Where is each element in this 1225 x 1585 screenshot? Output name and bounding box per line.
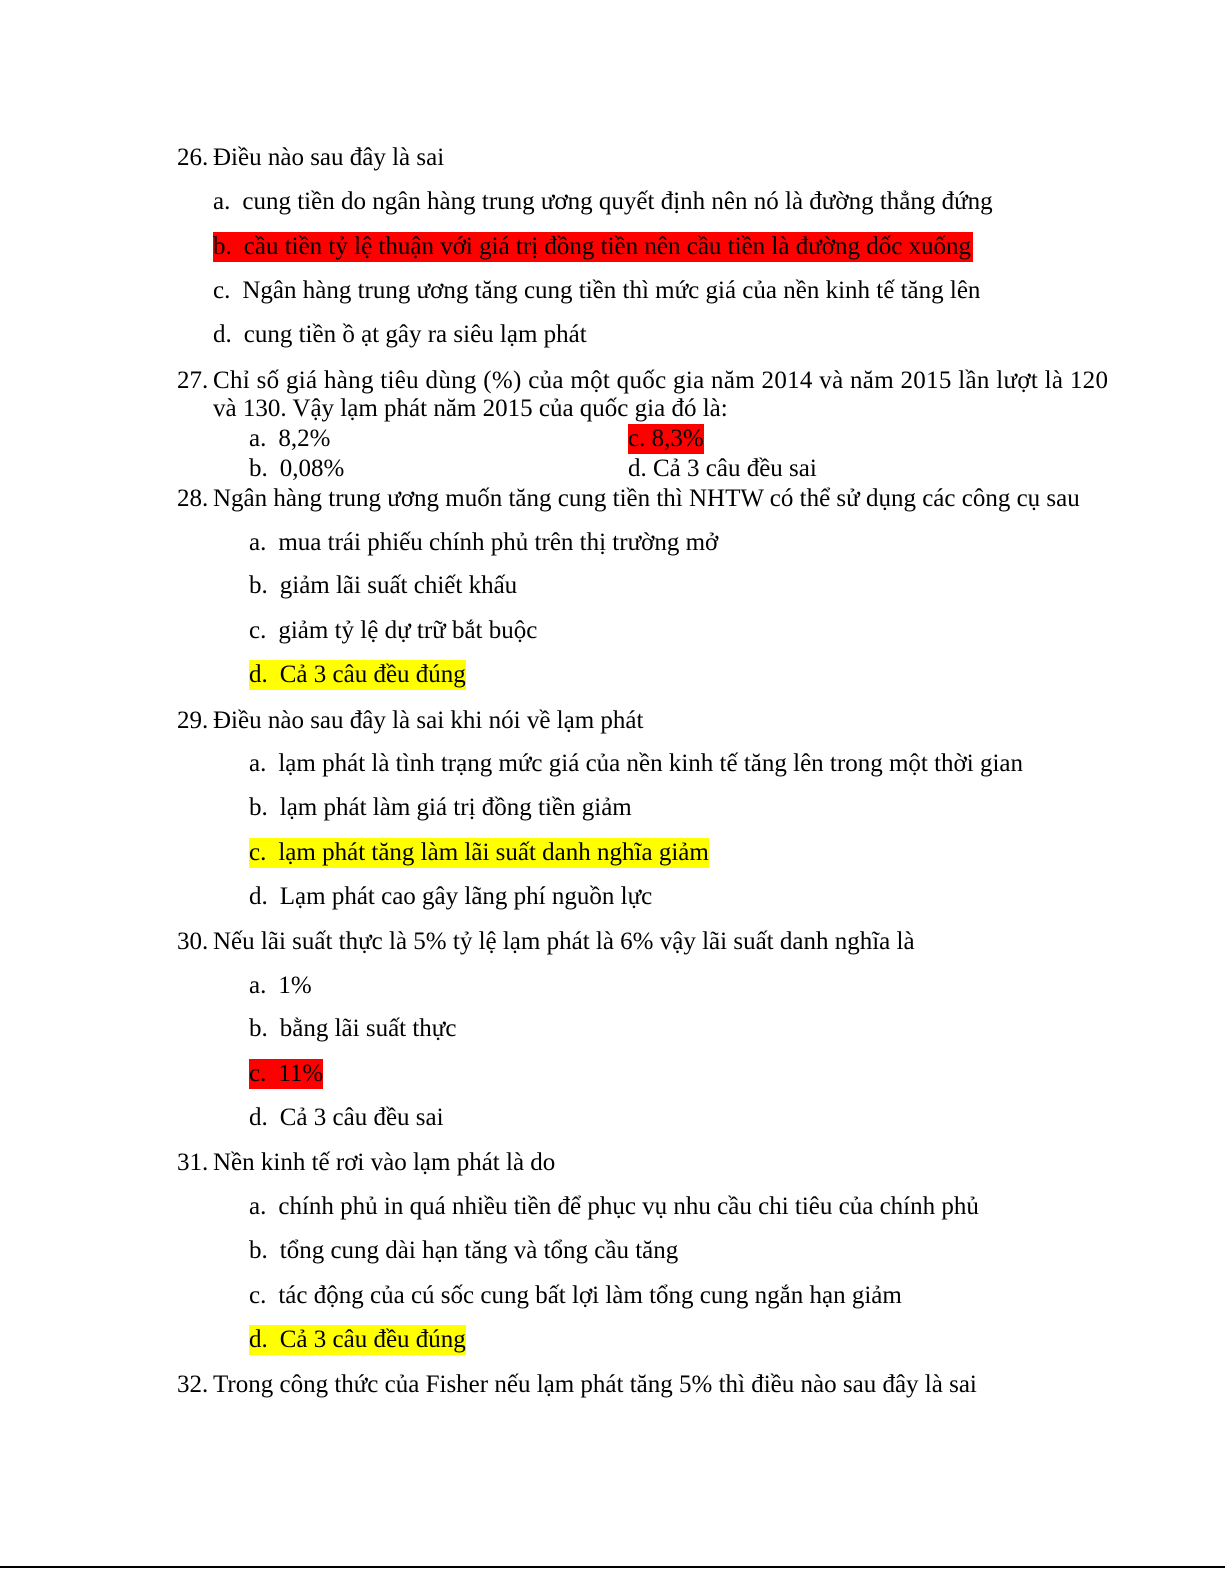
option-text: 1% [278,972,312,999]
option-text: giảm lãi suất chiết khấu [279,572,518,599]
option-text: bằng lãi suất thực [279,1015,457,1042]
option-text: lạm phát làm giá trị đồng tiền giảm [279,794,632,821]
option-letter: a. [249,750,267,777]
option-text: 11% [278,1060,324,1087]
option-text: cầu tiền tỷ lệ thuận với giá trị đồng tiền nên cầu tiền là đường dốc xuống [243,233,972,260]
option-30b [249,1014,456,1044]
option-text: cung tiền do ngân hàng trung ương quyết định nên nó là đường thẳng đứng [242,188,993,215]
option-letter: a. [249,529,267,556]
option-letter: c. [213,277,231,304]
question-26 [0,143,1225,173]
question-number: 31. [177,1149,209,1176]
option-letter: a. [249,1193,267,1220]
option-27a [249,424,330,454]
question-text-line1: Chỉ số giá hàng tiêu dùng (%) của một quốc gia năm 2014 và năm 2015 lần lượt là 120 [213,367,1109,394]
option-text: mua trái phiếu chính phủ trên thị trường mở [278,529,719,556]
option-letter: c. [249,839,267,866]
question-30 [0,927,1225,957]
question-number: 26. [177,144,209,171]
question-text: Điều nào sau đây là sai [213,144,445,171]
option-letter: d. [249,883,268,910]
question-28 [0,484,1225,514]
option-letter: b. [249,455,268,482]
option-28a [249,528,718,558]
option-text: 8,2% [278,425,331,452]
option-30c [249,1059,323,1089]
question-31 [0,1148,1225,1178]
question-number: 29. [177,707,209,734]
option-29a [249,749,1023,779]
option-30a [249,971,312,1001]
option-letter: b. [213,233,232,260]
question-text: Trong công thức của Fisher nếu lạm phát tăng 5% thì điều nào sau đây là sai [213,1371,977,1398]
question-number: 30. [177,928,209,955]
option-29b [249,793,632,823]
option-text: Cả 3 câu đều đúng [279,661,466,688]
option-text: Ngân hàng trung ương tăng cung tiền thì mức giá của nền kinh tế tăng lên [242,277,981,304]
option-30d [249,1103,444,1133]
option-letter: b. [249,1237,268,1264]
option-28b [249,571,517,601]
option-letter: a. [249,972,267,999]
option-letter: b. [249,572,268,599]
option-31d [249,1325,466,1355]
page-bottom-border [0,1566,1225,1568]
option-text: lạm phát tăng làm lãi suất danh nghĩa giảm [278,839,709,866]
option-letter: a. [249,425,267,452]
option-26c [213,276,980,306]
question-text: Ngân hàng trung ương muốn tăng cung tiền thì NHTW có thể sử dụng các công cụ sau [213,485,1080,512]
question-text-line2: và 130. Vậy lạm phát năm 2015 của quốc gia đó là: [213,395,728,422]
option-letter: c. [249,617,267,644]
question-text: Điều nào sau đây là sai khi nói về lạm phát [213,707,644,734]
option-31c [249,1281,902,1311]
option-letter: b. [249,1015,268,1042]
option-31b [249,1236,678,1266]
question-27 [0,366,1225,396]
option-26a [213,187,993,217]
option-text: chính phủ in quá nhiều tiền để phục vụ nhu cầu chi tiêu của chính phủ [278,1193,979,1220]
option-text: 0,08% [279,455,345,482]
option-letter: b. [249,794,268,821]
option-29d [249,882,652,912]
question-number: 27. [177,367,209,394]
option-text: lạm phát là tình trạng mức giá của nền kinh tế tăng lên trong một thời gian [278,750,1024,777]
option-27d: d. Cả 3 câu đều sai [628,455,817,482]
option-text: Lạm phát cao gây lãng phí nguồn lực [279,883,653,910]
option-27b [249,454,344,484]
question-number: 32. [177,1371,209,1398]
question-29 [0,706,1225,736]
option-letter: c. [249,1282,267,1309]
option-letter: d. [249,1326,268,1353]
option-letter: d. [249,1104,268,1131]
option-letter: c. [249,1060,267,1087]
question-text: Nếu lãi suất thực là 5% tỷ lệ lạm phát là 6% vậy lãi suất danh nghĩa là [213,928,915,955]
option-28c [249,616,537,646]
option-26d [213,320,587,350]
option-28d [249,660,466,690]
option-letter: d. [213,321,232,348]
question-32 [0,1370,1225,1400]
option-text: tác động của cú sốc cung bất lợi làm tổng cung ngắn hạn giảm [278,1282,902,1309]
question-text: Nền kinh tế rơi vào lạm phát là do [213,1149,556,1176]
question-number: 28. [177,485,209,512]
option-text: cung tiền ồ ạt gây ra siêu lạm phát [243,321,587,348]
option-27c: c. 8,3% [628,425,704,452]
option-letter: d. [249,661,268,688]
option-text: Cả 3 câu đều đúng [279,1326,466,1353]
option-letter: a. [213,188,231,215]
option-text: Cả 3 câu đều sai [279,1104,444,1131]
option-text: giảm tỷ lệ dự trữ bắt buộc [278,617,538,644]
option-31a [249,1192,979,1222]
option-29c [249,838,709,868]
option-26b [213,232,973,262]
option-text: tổng cung dài hạn tăng và tổng cầu tăng [279,1237,679,1264]
